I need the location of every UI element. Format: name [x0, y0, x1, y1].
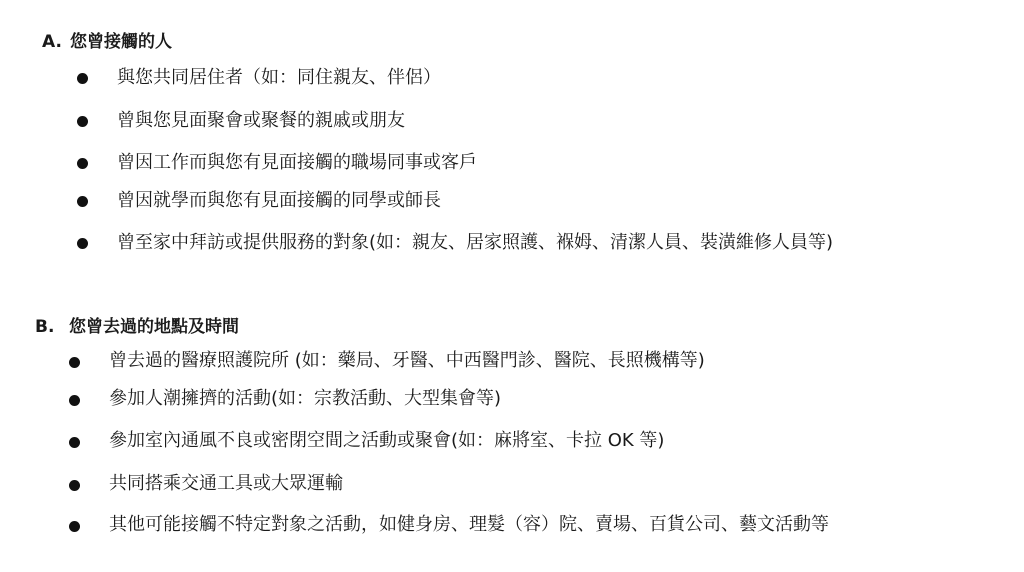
list-item-text: 曾因就學而與您有見面接觸的同學或師長 — [117, 190, 441, 211]
list-item-text: 曾去過的醫療照護院所 (如：藥局、牙醫、中西醫門診、醫院、長照機構等) — [109, 350, 705, 371]
list-item-text: 參加人潮擁擠的活動(如：宗教活動、大型集會等) — [109, 388, 502, 409]
list-item-text: 其他可能接觸不特定對象之活動，如健身房、理髮（容）院、賣場、百貨公司、藝文活動等 — [109, 514, 829, 535]
bullet-icon — [69, 437, 80, 448]
section-b-letter: B. — [35, 317, 55, 337]
bullet-icon — [77, 238, 88, 249]
bullet-icon — [77, 158, 88, 169]
list-item-text: 曾因工作而與您有見面接觸的職場同事或客戶 — [117, 152, 477, 173]
bullet-icon — [77, 196, 88, 207]
section-a-title: 您曾接觸的人 — [70, 32, 172, 52]
bullet-icon — [77, 116, 88, 127]
bullet-icon — [69, 395, 80, 406]
bullet-icon — [69, 357, 80, 368]
list-item-text: 曾至家中拜訪或提供服務的對象(如：親友、居家照護、褓姆、清潔人員、裝潢維修人員等) — [117, 232, 834, 253]
list-item-text: 與您共同居住者（如：同住親友、伴侶） — [117, 67, 441, 88]
section-b-heading — [35, 312, 239, 337]
section-b-title: 您曾去過的地點及時間 — [69, 317, 239, 337]
list-item-text: 共同搭乘交通工具或大眾運輸 — [109, 473, 343, 494]
bullet-icon — [69, 521, 80, 532]
section-a-heading — [42, 27, 172, 52]
list-item-text: 參加室內通風不良或密閉空間之活動或聚會(如：麻將室、卡拉 OK 等) — [109, 430, 665, 451]
list-item-text: 曾與您見面聚會或聚餐的親戚或朋友 — [117, 110, 405, 131]
bullet-icon — [77, 73, 88, 84]
section-a-letter: A. — [42, 32, 62, 52]
bullet-icon — [69, 480, 80, 491]
